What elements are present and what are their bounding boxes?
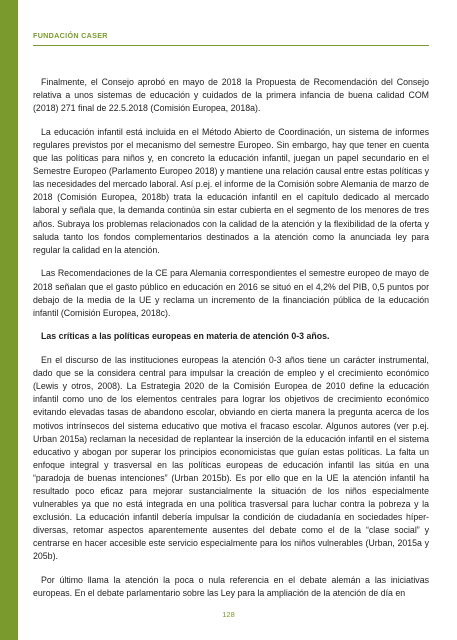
paragraph-2: La educación infantil está incluida en el Método Abierto de Coordinación, un sistema de informes regulares previstos por el mecanismo del semestre Europeo. Sin embargo, hay que tener en cuenta que las políticas para niños y, en concreto la educación infantil, juegan un papel secundario en el Semestre Europeo (Parlamento Europeo 2018) y mantiene una relación causal entre estas políticas y las necesidades del mercado laboral. Así p.ej. el informe de la Comisión sobre Alemania de marzo de 2018 (Comisión Europea, 2018b) trata la educación infantil en el capítulo dedicado al mercado laboral y señala que, la demanda continúa sin estar cubierta en el segmento de los menores de tres años. Subraya los problemas relacionados con la calidad de la atención y la flexibilidad de la oferta y saluda tanto los fondos complementarios destinados a la atención como la anunciada ley para regular la calidad en la atención. <box>33 126 429 255</box>
paragraph-1: Finalmente, el Consejo aprobó en mayo de 2018 la Propuesta de Recomendación del Consejo relativa a unos sistemas de educación y cuidados de la primera infancia de buena calidad COM (2018) 271 final de 22.5.2018 (Comisión Europea, 2018a). <box>33 77 429 114</box>
page-body <box>33 76 429 611</box>
page-number: 128 <box>222 610 235 619</box>
section-heading: Las críticas a las políticas europeas en materia de atención 0-3 años. <box>41 331 330 342</box>
header-divider <box>33 45 429 46</box>
paragraph-5: Por último llama la atención la poca o nula referencia en el debate alemán a las iniciativas europeas. En el debate parlamentario sobre las Ley para la ampliación de la atención de día en <box>33 575 429 599</box>
paragraph-4: En el discurso de las instituciones europeas la atención 0-3 años tiene un carácter instrumental, dado que se la considera central para impulsar la creación de empleo y el crecimiento económico (Lewis y otros, 2008). La Estrategia 2020 de la Comisión Europea de 2010 define la educación infantil como uno de los elementos centrales para lograr los objetivos de crecimiento económico evitando elevadas tasas de abandono escolar, obviando en cierta manera la pregunta acerca de los motivos intrínsecos del sistema educativo que motiva el fracaso escolar. Algunos autores (ver p.ej. Urban 2015a) reclaman la necesidad de replantear la inserción de la educación infantil en el sistema educativo y abogan por superar los principios economicistas que guían estas políticas. La falta un enfoque integral y trasversal en las políticas europeas de educación infantil las sitúa en una “paradoja de buenas intenciones” (Urban 2015b). Es por ello que en la UE la atención infantil ha resultado poco eficaz para mejorar sustancialmente la situación de los niños especialmente vulnerables ya que no está integrada en una política trasversal para luchar contra la pobreza y la exclusión. La educación infantil debería impulsar la condición de ciudadanía en sociedades híper-diversas, retomar aspectos aparentemente ausentes del debate como el de la “clase social” y centrarse en hacer accesible este servicio especialmente para los niños vulnerables (Urban, 2015a y 205b). <box>33 355 429 562</box>
paragraph-3: Las Recomendaciones de la CE para Alemania correspondientes el semestre europeo de mayo de 2018 señalan que el gasto público en educación en 2016 se situó en el 4,2% del PIB, 0,5 puntos por debajo de la media de la UE y reclama un incremento de la financiación pública de la educación infantil (Comisión Europea, 2018c). <box>33 268 429 318</box>
side-accent-bar <box>0 0 18 640</box>
running-header: FUNDACIÓN CASER <box>33 31 108 40</box>
